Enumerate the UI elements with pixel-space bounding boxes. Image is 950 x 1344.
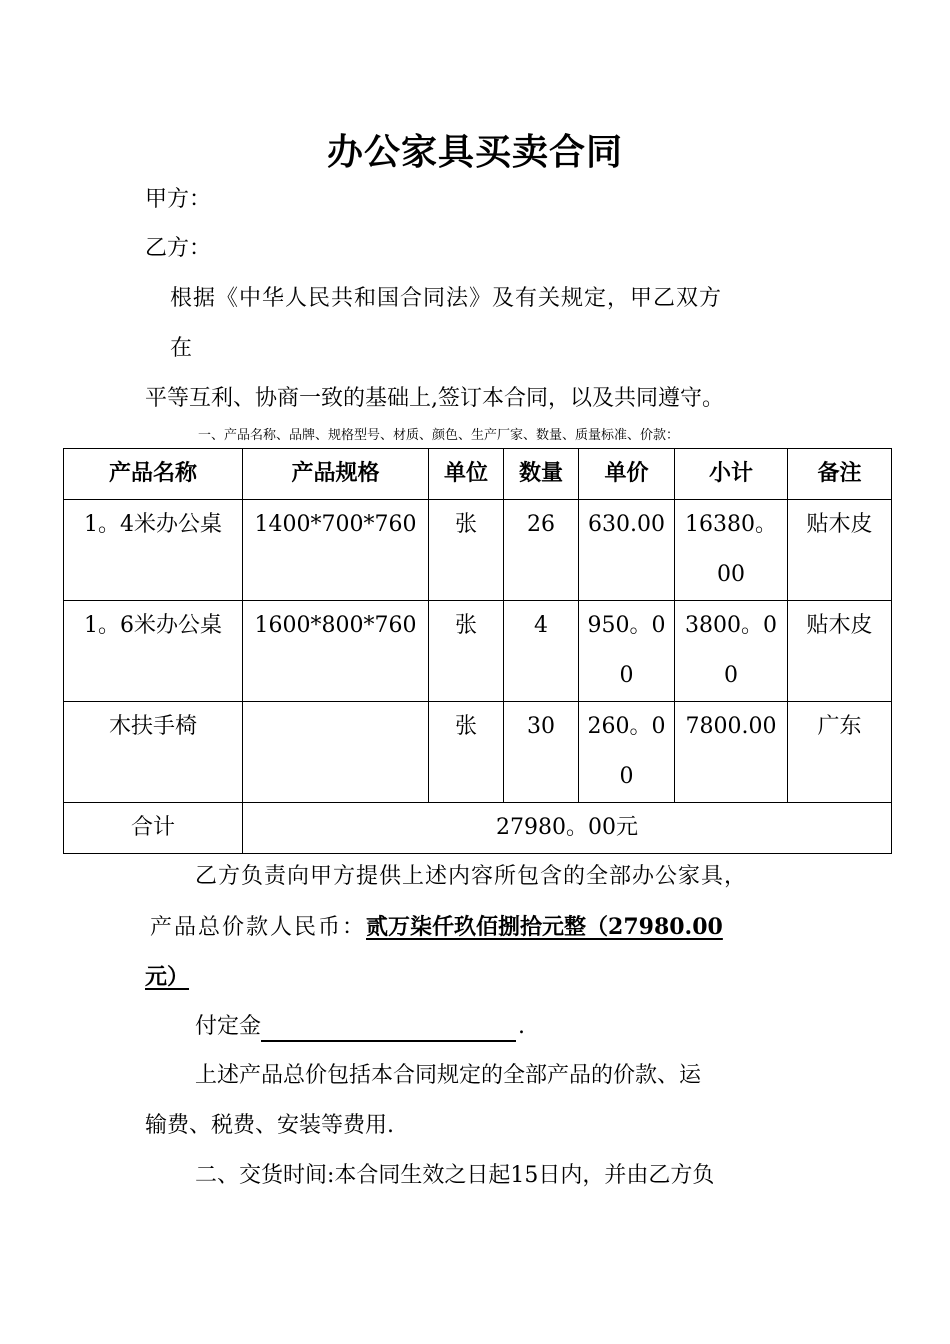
cell-note: 广东 — [788, 702, 892, 803]
party-b-line: 乙方： — [145, 236, 212, 261]
includes-line-1: 上述产品总价包括本合同规定的全部产品的价款、运 — [195, 1063, 702, 1088]
price-label: 产品总价款人民币： — [150, 915, 367, 940]
includes-line-2: 输费、税费、安装等费用. — [145, 1113, 394, 1138]
table-row — [64, 500, 892, 601]
party-a-line: 甲方： — [145, 187, 212, 212]
deposit-line — [195, 1012, 525, 1042]
col-header-spec: 产品规格 — [243, 449, 429, 500]
col-header-unit: 单位 — [429, 449, 504, 500]
cell-subtotal: 16380。00 — [675, 500, 788, 601]
cell-price: 630.00 — [579, 500, 675, 601]
supply-paragraph: 乙方负责向甲方提供上述内容所包含的全部办公家具， — [195, 864, 748, 889]
col-header-qty: 数量 — [504, 449, 579, 500]
price-in-words: 贰万柒仟玖佰捌拾元整（27980.00 — [366, 914, 723, 940]
cell-price: 260。00 — [579, 702, 675, 803]
intro-line-2: 在 — [170, 336, 193, 361]
cell-price: 950。00 — [579, 601, 675, 702]
section-2-line: 二、交货时间:本合同生效之日起15日内，并由乙方负 — [195, 1163, 715, 1188]
col-header-name: 产品名称 — [64, 449, 243, 500]
section-1-heading: 一、产品名称、品牌、规格型号、材质、颜色、生产厂家、数量、质量标准、价款： — [198, 428, 680, 443]
price-in-words-cont: 元） — [145, 964, 190, 990]
cell-qty: 4 — [504, 601, 579, 702]
deposit-blank — [261, 1016, 516, 1042]
table-header-row — [64, 449, 892, 500]
cell-name: 木扶手椅 — [64, 702, 243, 803]
col-header-price: 单价 — [579, 449, 675, 500]
cell-qty: 30 — [504, 702, 579, 803]
cell-qty: 26 — [504, 500, 579, 601]
cell-unit: 张 — [429, 601, 504, 702]
deposit-label: 付定金 — [195, 1014, 262, 1039]
total-label: 合计 — [64, 803, 243, 854]
cell-name: 1。4米办公桌 — [64, 500, 243, 601]
table-row — [64, 702, 892, 803]
total-value: 27980。00元 — [243, 803, 892, 854]
table-total-row — [64, 803, 892, 854]
deposit-end: . — [518, 1014, 526, 1039]
cell-subtotal: 7800.00 — [675, 702, 788, 803]
col-header-note: 备注 — [788, 449, 892, 500]
cell-name: 1。6米办公桌 — [64, 601, 243, 702]
cell-note: 贴木皮 — [788, 601, 892, 702]
table-row — [64, 601, 892, 702]
cell-subtotal: 3800。00 — [675, 601, 788, 702]
cell-spec: 1400*700*760 — [243, 500, 429, 601]
col-header-subtotal: 小计 — [675, 449, 788, 500]
cell-spec: 1600*800*760 — [243, 601, 429, 702]
cell-spec — [243, 702, 429, 803]
cell-unit: 张 — [429, 500, 504, 601]
price-line — [150, 912, 723, 943]
intro-line-3: 平等互利、协商一致的基础上,签订本合同，以及共同遵守。 — [145, 386, 724, 411]
cell-note: 贴木皮 — [788, 500, 892, 601]
document-title: 办公家具买卖合同 — [326, 132, 623, 173]
product-table — [63, 448, 892, 854]
cell-unit: 张 — [429, 702, 504, 803]
intro-line-1: 根据《中华人民共和国合同法》及有关规定，甲乙双方 — [170, 286, 723, 311]
